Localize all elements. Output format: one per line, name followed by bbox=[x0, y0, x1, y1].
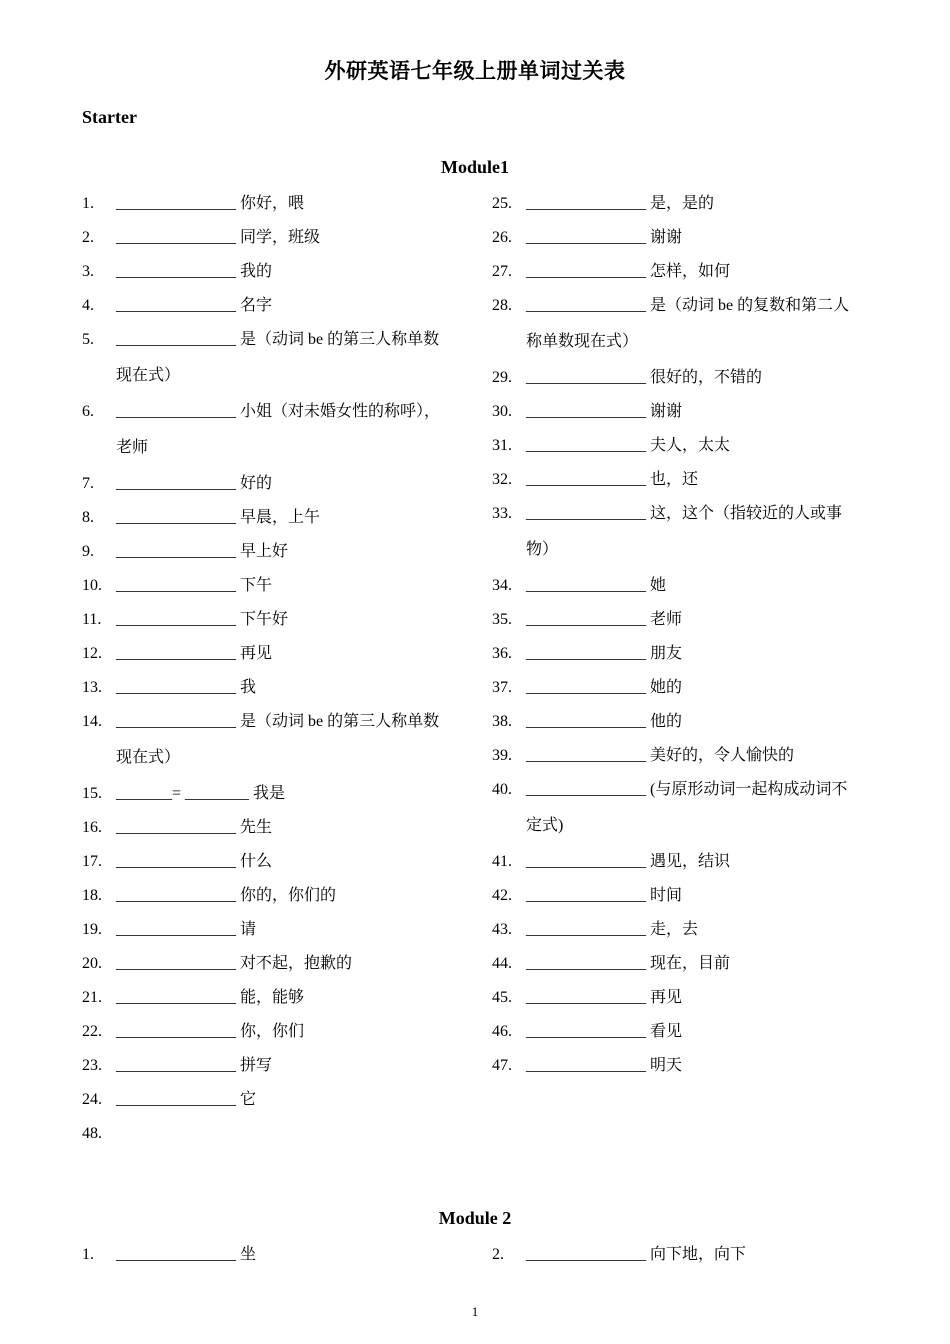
entry-body bbox=[116, 467, 472, 501]
vocab-entry bbox=[82, 845, 472, 879]
entry-body bbox=[526, 395, 882, 429]
vocab-entry bbox=[492, 463, 882, 497]
answer-blank[interactable]: _______________ bbox=[116, 331, 236, 348]
entry-body bbox=[116, 637, 472, 671]
entry-number: 5. bbox=[82, 331, 94, 348]
answer-blank[interactable]: _______________ bbox=[116, 1057, 236, 1074]
entry-body bbox=[526, 187, 882, 221]
entry-body bbox=[116, 879, 472, 913]
entry-meaning: 对不起，抱歉的 bbox=[240, 955, 353, 972]
entry-body bbox=[116, 777, 472, 811]
vocab-entry bbox=[82, 1015, 472, 1049]
entry-number: 24. bbox=[82, 1091, 102, 1108]
entry-number: 47. bbox=[492, 1057, 512, 1074]
entry-number: 4. bbox=[82, 297, 94, 314]
entry-body bbox=[526, 221, 882, 255]
module1-right-column bbox=[492, 187, 882, 1083]
answer-blank[interactable]: _______________ bbox=[526, 679, 646, 696]
entry-meaning: 谢谢 bbox=[650, 229, 683, 246]
vocab-entry bbox=[82, 811, 472, 845]
entry-body bbox=[116, 255, 472, 289]
entry-number: 25. bbox=[492, 195, 512, 212]
answer-blank[interactable]: _______________ bbox=[526, 989, 646, 1006]
entry-body bbox=[526, 569, 882, 603]
answer-blank[interactable]: _______________ bbox=[526, 195, 646, 212]
vocab-entry bbox=[82, 1083, 472, 1117]
document-title: 外研英语七年级上册单词过关表 bbox=[324, 59, 626, 83]
entry-meaning-continued: 老师 bbox=[116, 439, 149, 456]
answer-blank[interactable]: _______________ bbox=[526, 887, 646, 904]
entry-meaning: 早晨，上午 bbox=[240, 509, 321, 526]
answer-blank[interactable]: _______________ bbox=[116, 577, 236, 594]
entry-number: 2. bbox=[82, 229, 94, 246]
vocab-entry bbox=[492, 1049, 882, 1083]
answer-blank[interactable]: _______________ bbox=[526, 1246, 646, 1263]
entry-meaning: (与原形动词一起构成动词不 bbox=[650, 781, 848, 798]
entry-meaning: 很好的，不错的 bbox=[650, 369, 763, 386]
entry-meaning: 先生 bbox=[240, 819, 273, 836]
entry-meaning: 请 bbox=[240, 921, 257, 938]
entry-body bbox=[526, 671, 882, 705]
entry-body bbox=[116, 187, 472, 221]
answer-blank[interactable]: _______________ bbox=[526, 611, 646, 628]
answer-blank[interactable]: _______________ bbox=[526, 297, 646, 314]
entry-body bbox=[526, 463, 882, 497]
answer-blank[interactable]: _______________ bbox=[116, 1023, 236, 1040]
vocab-entry bbox=[82, 947, 472, 981]
answer-blank[interactable]: _______________ bbox=[116, 713, 236, 730]
entry-meaning: 她 bbox=[650, 577, 667, 594]
answer-blank[interactable]: _______________ bbox=[116, 679, 236, 696]
entry-meaning: 看见 bbox=[650, 1023, 683, 1040]
entry-meaning: 明天 bbox=[650, 1057, 683, 1074]
entry-meaning-continued: 现在式） bbox=[116, 749, 181, 766]
answer-blank[interactable]: _______________ bbox=[116, 403, 236, 420]
entry-body bbox=[526, 429, 882, 463]
entry-meaning: 你的，你们的 bbox=[240, 887, 337, 904]
entry-meaning: 能，能够 bbox=[240, 989, 305, 1006]
entry-number: 15. bbox=[82, 785, 102, 802]
entry-meaning: 向下地，向下 bbox=[650, 1246, 747, 1263]
entry-meaning: 朋友 bbox=[650, 645, 683, 662]
entry-meaning: 拼写 bbox=[240, 1057, 273, 1074]
vocab-entry bbox=[82, 1238, 472, 1272]
answer-blank[interactable]: _______________ bbox=[116, 297, 236, 314]
entry-body bbox=[116, 705, 472, 777]
entry-number: 23. bbox=[82, 1057, 102, 1074]
entry-meaning: 下午 bbox=[240, 577, 273, 594]
entry-number: 36. bbox=[492, 645, 512, 662]
entry-number: 3. bbox=[82, 263, 94, 280]
entry-number: 27. bbox=[492, 263, 512, 280]
entry-meaning: 它 bbox=[240, 1091, 257, 1108]
vocab-entry bbox=[492, 187, 882, 221]
vocab-entry bbox=[492, 845, 882, 879]
vocab-entry bbox=[82, 289, 472, 323]
entry-number: 40. bbox=[492, 781, 512, 798]
entry-meaning: 这，这个（指较近的人或事 bbox=[650, 505, 843, 522]
entry-meaning: 你，你们 bbox=[240, 1023, 305, 1040]
entry-body bbox=[526, 845, 882, 879]
answer-blank[interactable]: _______________ bbox=[116, 921, 236, 938]
entry-number: 39. bbox=[492, 747, 512, 764]
answer-blank[interactable]: _______________ bbox=[116, 989, 236, 1006]
entry-number: 14. bbox=[82, 713, 102, 730]
entry-body bbox=[116, 1049, 472, 1083]
entry-number: 45. bbox=[492, 989, 512, 1006]
entry-meaning: 也，还 bbox=[650, 471, 699, 488]
module1-left-column bbox=[82, 187, 472, 1151]
entry-number: 2. bbox=[492, 1246, 504, 1263]
entry-number: 16. bbox=[82, 819, 102, 836]
answer-blank[interactable]: _______________ bbox=[526, 1057, 646, 1074]
vocab-entry bbox=[492, 773, 882, 845]
vocab-entry bbox=[82, 603, 472, 637]
entry-meaning: 是（动词 be 的第三人称单数 bbox=[240, 331, 440, 348]
entry-body bbox=[116, 981, 472, 1015]
answer-blank[interactable]: _______________ bbox=[116, 611, 236, 628]
entry-number: 19. bbox=[82, 921, 102, 938]
answer-blank[interactable]: _______________ bbox=[116, 543, 236, 560]
vocab-entry bbox=[82, 671, 472, 705]
answer-blank[interactable]: _______________ bbox=[116, 509, 236, 526]
answer-blank[interactable]: _______________ bbox=[116, 1091, 236, 1108]
entry-number: 6. bbox=[82, 403, 94, 420]
entry-meaning: 早上好 bbox=[240, 543, 289, 560]
entry-body bbox=[116, 323, 472, 395]
module1-heading: Module1 bbox=[440, 157, 509, 177]
entry-meaning: 怎样，如何 bbox=[650, 263, 731, 280]
entry-number: 9. bbox=[82, 543, 94, 560]
vocab-entry bbox=[492, 739, 882, 773]
vocab-entry bbox=[492, 497, 882, 569]
answer-blank[interactable]: _______________ bbox=[116, 819, 236, 836]
answer-blank[interactable]: _______________ bbox=[116, 1246, 236, 1263]
entry-number: 8. bbox=[82, 509, 94, 526]
vocab-entry bbox=[82, 1117, 472, 1151]
entry-meaning: 再见 bbox=[240, 645, 273, 662]
entry-body bbox=[116, 1238, 472, 1272]
entry-meaning: 再见 bbox=[650, 989, 683, 1006]
vocab-entry bbox=[492, 1238, 882, 1272]
vocab-entry bbox=[82, 913, 472, 947]
entry-body bbox=[526, 981, 882, 1015]
module2-heading: Module 2 bbox=[438, 1208, 512, 1228]
answer-blank[interactable]: _______________ bbox=[526, 403, 646, 420]
entry-body bbox=[526, 947, 882, 981]
vocab-entry bbox=[492, 913, 882, 947]
entry-meaning-continued: 定式) bbox=[526, 817, 564, 834]
entry-body bbox=[116, 569, 472, 603]
entry-number: 13. bbox=[82, 679, 102, 696]
entry-number: 33. bbox=[492, 505, 512, 522]
entry-number: 44. bbox=[492, 955, 512, 972]
vocab-entry bbox=[82, 187, 472, 221]
entry-body bbox=[526, 739, 882, 773]
entry-body bbox=[526, 773, 882, 845]
entry-meaning: 夫人，太太 bbox=[650, 437, 731, 454]
entry-body bbox=[526, 637, 882, 671]
vocab-entry bbox=[492, 221, 882, 255]
answer-blank[interactable]: _______________ bbox=[526, 471, 646, 488]
entry-body bbox=[526, 361, 882, 395]
entry-body bbox=[116, 535, 472, 569]
entry-meaning: 走，去 bbox=[650, 921, 699, 938]
answer-blank[interactable]: _______________ bbox=[526, 263, 646, 280]
entry-body bbox=[116, 395, 472, 467]
entry-number: 1. bbox=[82, 1246, 94, 1263]
entry-body bbox=[116, 1117, 472, 1151]
vocab-entry bbox=[492, 395, 882, 429]
entry-body bbox=[116, 947, 472, 981]
entry-text: _______= ________ 我是 bbox=[116, 785, 286, 802]
entry-body bbox=[116, 1015, 472, 1049]
module2-right-column bbox=[492, 1238, 882, 1272]
entry-body bbox=[526, 289, 882, 361]
entry-number: 29. bbox=[492, 369, 512, 386]
entry-meaning: 同学，班级 bbox=[240, 229, 321, 246]
entry-number: 32. bbox=[492, 471, 512, 488]
entry-meaning: 遇见，结识 bbox=[650, 853, 731, 870]
entry-body bbox=[526, 705, 882, 739]
entry-meaning: 是（动词 be 的复数和第二人 bbox=[650, 297, 850, 314]
entry-meaning: 小姐（对未婚女性的称呼）， bbox=[240, 403, 441, 420]
entry-number: 30. bbox=[492, 403, 512, 420]
vocab-entry bbox=[492, 255, 882, 289]
entry-body bbox=[526, 497, 882, 569]
entry-number: 28. bbox=[492, 297, 512, 314]
vocab-entry bbox=[82, 637, 472, 671]
entry-body bbox=[526, 255, 882, 289]
vocab-entry bbox=[82, 981, 472, 1015]
vocab-entry bbox=[492, 361, 882, 395]
answer-blank[interactable]: _______________ bbox=[116, 853, 236, 870]
vocab-entry bbox=[82, 501, 472, 535]
answer-blank[interactable]: _______________ bbox=[116, 263, 236, 280]
entry-meaning: 是（动词 be 的第三人称单数 bbox=[240, 713, 440, 730]
entry-meaning: 老师 bbox=[650, 611, 683, 628]
entry-number: 11. bbox=[82, 611, 102, 628]
answer-blank[interactable]: _______________ bbox=[526, 577, 646, 594]
entry-body bbox=[116, 289, 472, 323]
answer-blank[interactable]: _______________ bbox=[526, 853, 646, 870]
vocab-entry bbox=[492, 603, 882, 637]
entry-number: 46. bbox=[492, 1023, 512, 1040]
vocab-entry bbox=[82, 705, 472, 777]
entry-number: 1. bbox=[82, 195, 94, 212]
answer-blank[interactable]: _______________ bbox=[116, 475, 236, 492]
answer-blank[interactable]: _______________ bbox=[526, 369, 646, 386]
answer-blank[interactable]: _______________ bbox=[116, 955, 236, 972]
answer-blank[interactable]: _______________ bbox=[526, 645, 646, 662]
entry-meaning: 美好的，令人愉快的 bbox=[650, 747, 795, 764]
entry-number: 12. bbox=[82, 645, 102, 662]
vocab-entry bbox=[492, 289, 882, 361]
entry-number: 26. bbox=[492, 229, 512, 246]
section-label-starter: Starter bbox=[82, 107, 137, 127]
answer-blank[interactable]: _______________ bbox=[116, 229, 236, 246]
vocab-entry bbox=[82, 221, 472, 255]
entry-meaning: 时间 bbox=[650, 887, 683, 904]
vocab-entry bbox=[82, 467, 472, 501]
entry-number: 38. bbox=[492, 713, 512, 730]
entry-number: 41. bbox=[492, 853, 512, 870]
entry-number: 37. bbox=[492, 679, 512, 696]
entry-meaning: 什么 bbox=[240, 853, 273, 870]
entry-body bbox=[526, 603, 882, 637]
entry-number: 42. bbox=[492, 887, 512, 904]
entry-meaning: 她的 bbox=[650, 679, 683, 696]
entry-body bbox=[116, 811, 472, 845]
vocab-entry bbox=[492, 429, 882, 463]
entry-number: 7. bbox=[82, 475, 94, 492]
entry-meaning: 下午好 bbox=[240, 611, 289, 628]
entry-body bbox=[116, 671, 472, 705]
answer-blank[interactable]: _______________ bbox=[526, 229, 646, 246]
entry-meaning: 现在，目前 bbox=[650, 955, 731, 972]
entry-body bbox=[116, 501, 472, 535]
entry-number: 48. bbox=[82, 1125, 102, 1142]
vocab-entry bbox=[492, 569, 882, 603]
entry-number: 35. bbox=[492, 611, 512, 628]
answer-blank[interactable]: _______________ bbox=[526, 1023, 646, 1040]
entry-meaning: 我 bbox=[240, 679, 257, 696]
answer-blank[interactable]: _______________ bbox=[116, 645, 236, 662]
vocab-entry bbox=[82, 255, 472, 289]
answer-blank[interactable]: _______________ bbox=[526, 505, 646, 522]
entry-body bbox=[116, 603, 472, 637]
vocab-entry bbox=[492, 981, 882, 1015]
entry-number: 17. bbox=[82, 853, 102, 870]
entry-body bbox=[116, 1083, 472, 1117]
vocab-entry bbox=[82, 323, 472, 395]
entry-number: 18. bbox=[82, 887, 102, 904]
vocab-entry bbox=[82, 777, 472, 811]
entry-meaning-continued: 现在式） bbox=[116, 367, 181, 384]
entry-body bbox=[526, 1238, 882, 1272]
answer-blank[interactable]: _______________ bbox=[116, 887, 236, 904]
vocab-entry bbox=[82, 395, 472, 467]
entry-body bbox=[526, 1049, 882, 1083]
entry-body bbox=[526, 1015, 882, 1049]
entry-meaning: 他的 bbox=[650, 713, 683, 730]
entry-number: 43. bbox=[492, 921, 512, 938]
vocab-entry bbox=[82, 535, 472, 569]
answer-blank[interactable]: _______________ bbox=[526, 713, 646, 730]
entry-body bbox=[116, 221, 472, 255]
entry-meaning: 我的 bbox=[240, 263, 273, 280]
entry-body bbox=[526, 879, 882, 913]
entry-body bbox=[526, 913, 882, 947]
entry-meaning: 是，是的 bbox=[650, 195, 715, 212]
vocab-entry bbox=[82, 1049, 472, 1083]
entry-meaning-continued: 称单数现在式） bbox=[526, 333, 639, 350]
entry-number: 21. bbox=[82, 989, 102, 1006]
vocab-entry bbox=[82, 569, 472, 603]
entry-meaning: 名字 bbox=[240, 297, 273, 314]
vocab-entry bbox=[492, 879, 882, 913]
answer-blank[interactable]: _______________ bbox=[116, 195, 236, 212]
page-number: 1 bbox=[471, 1304, 479, 1319]
entry-number: 22. bbox=[82, 1023, 102, 1040]
answer-blank[interactable]: _______________ bbox=[526, 781, 646, 798]
entry-body bbox=[116, 913, 472, 947]
answer-blank[interactable]: _______________ bbox=[526, 747, 646, 764]
vocab-entry bbox=[492, 705, 882, 739]
answer-blank[interactable]: _______________ bbox=[526, 921, 646, 938]
entry-body bbox=[116, 845, 472, 879]
vocab-entry bbox=[82, 879, 472, 913]
answer-blank[interactable]: _______________ bbox=[526, 437, 646, 454]
answer-blank[interactable]: _______________ bbox=[526, 955, 646, 972]
entry-meaning: 谢谢 bbox=[650, 403, 683, 420]
entry-number: 31. bbox=[492, 437, 512, 454]
entry-meaning: 坐 bbox=[240, 1246, 257, 1263]
entry-number: 10. bbox=[82, 577, 102, 594]
entry-meaning-continued: 物） bbox=[526, 541, 559, 558]
vocab-entry bbox=[492, 947, 882, 981]
entry-meaning: 好的 bbox=[240, 475, 273, 492]
vocab-entry bbox=[492, 1015, 882, 1049]
entry-meaning: 你好，喂 bbox=[240, 195, 305, 212]
vocab-entry bbox=[492, 671, 882, 705]
module2-left-column bbox=[82, 1238, 472, 1272]
entry-number: 20. bbox=[82, 955, 102, 972]
entry-number: 34. bbox=[492, 577, 512, 594]
vocab-entry bbox=[492, 637, 882, 671]
